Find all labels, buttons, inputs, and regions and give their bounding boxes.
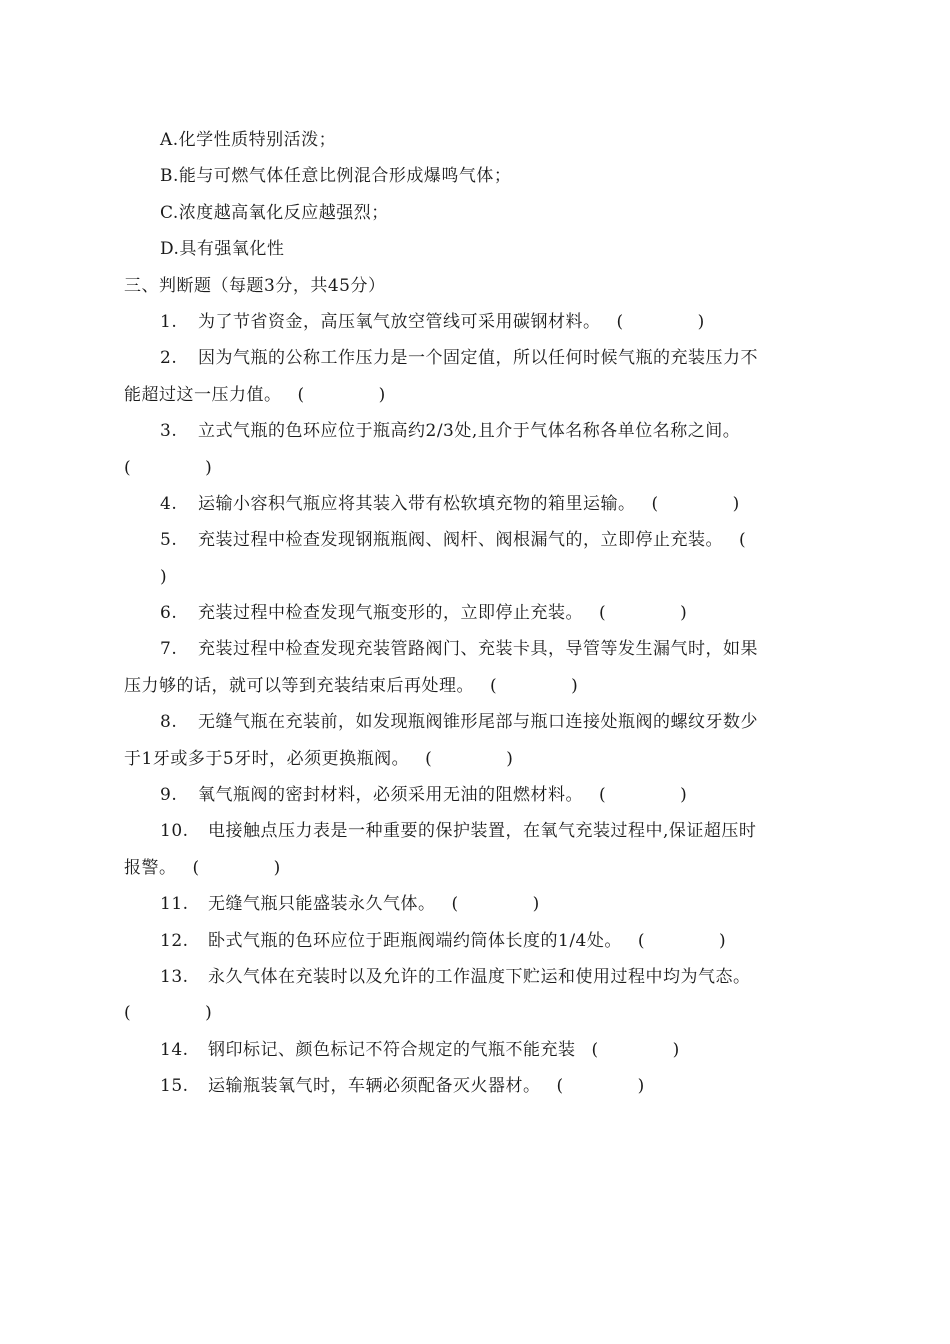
question-8	[124, 704, 832, 740]
answer-paren-close: )	[637, 1076, 645, 1097]
question-text: 报警。	[124, 857, 177, 878]
question-4	[124, 486, 832, 522]
question-number: 13.	[160, 966, 189, 987]
question-text: 立式气瓶的色环应位于瓶高约2/3处,且介于气体名称各单位名称之间。	[198, 421, 741, 442]
option-b: B.能与可燃气体任意比例混合形成爆鸣气体；	[160, 166, 512, 187]
answer-paren-open: (	[297, 384, 305, 405]
question-text: 充装过程中检查发现钢瓶瓶阀、阀杆、阀根漏气的，立即停止充装。	[198, 530, 723, 551]
answer-paren-open: (	[192, 857, 200, 878]
question-text: 充装过程中检查发现气瓶变形的，立即停止充装。	[198, 603, 583, 624]
question-3	[124, 413, 832, 449]
answer-paren-close: )	[732, 493, 740, 514]
question-text: 运输瓶装氧气时，车辆必须配备灭火器材。	[208, 1076, 541, 1097]
question-3-continued	[124, 450, 832, 486]
answer-paren-open: (	[556, 1076, 564, 1097]
answer-paren-close: )	[697, 311, 705, 332]
answer-paren-close: )	[719, 930, 727, 951]
section-title: 三、判断题（每题3分，共45分）	[124, 275, 386, 296]
answer-paren-open: (	[490, 675, 498, 696]
question-text: 于1牙或多于5牙时，必须更换瓶阀。	[124, 748, 410, 769]
question-text: 能超过这一压力值。	[124, 384, 282, 405]
question-14	[124, 1032, 832, 1068]
question-text: 压力够的话，就可以等到充装结束后再处理。	[124, 675, 474, 696]
question-text: 运输小容积气瓶应将其装入带有松软填充物的箱里运输。	[198, 493, 636, 514]
answer-paren-open: (	[425, 748, 433, 769]
answer-paren-open: (	[124, 1003, 132, 1024]
question-13	[124, 959, 832, 995]
answer-paren-close: )	[672, 1039, 680, 1060]
answer-paren-open: (	[124, 457, 132, 478]
question-text: 为了节省资金，高压氧气放空管线可采用碳钢材料。	[198, 311, 601, 332]
question-text: 电接触点压力表是一种重要的保护装置，在氧气充装过程中,保证超压时	[208, 821, 757, 842]
question-number: 10.	[160, 821, 189, 842]
question-number: 4.	[160, 493, 178, 514]
question-7-continued	[124, 668, 832, 704]
question-2-continued	[124, 377, 832, 413]
question-text: 卧式气瓶的色环应位于距瓶阀端约筒体长度的1/4处。	[208, 930, 622, 951]
question-2	[124, 340, 832, 376]
question-number: 8.	[160, 712, 178, 733]
answer-paren-open: (	[451, 894, 459, 915]
question-5-continued	[124, 559, 832, 595]
question-9	[124, 777, 832, 813]
answer-paren-open: (	[591, 1039, 599, 1060]
answer-paren-close: )	[378, 384, 386, 405]
answer-paren-open: (	[616, 311, 624, 332]
question-number: 6.	[160, 603, 178, 624]
answer-paren-open: (	[637, 930, 645, 951]
question-text: 无缝气瓶在充装前，如发现瓶阀锥形尾部与瓶口连接处瓶阀的螺纹牙数少	[198, 712, 758, 733]
question-1	[124, 304, 832, 340]
question-10	[124, 813, 832, 849]
question-text: 因为气瓶的公称工作压力是一个固定值，所以任何时候气瓶的充装压力不	[198, 348, 758, 369]
answer-paren-open: (	[651, 493, 659, 514]
question-number: 11.	[160, 894, 189, 915]
question-text: 永久气体在充装时以及允许的工作温度下贮运和使用过程中均为气态。	[208, 966, 751, 987]
answer-paren-close: )	[506, 748, 514, 769]
question-13-continued	[124, 995, 832, 1031]
answer-paren-close: )	[205, 1003, 213, 1024]
option-c: C.浓度越高氧化反应越强烈；	[160, 202, 389, 223]
question-number: 1.	[160, 311, 178, 332]
question-number: 2.	[160, 348, 178, 369]
answer-paren-open: (	[599, 603, 607, 624]
answer-paren-close: )	[160, 566, 168, 587]
option-a: A.化学性质特别活泼；	[160, 130, 337, 150]
answer-paren-close: )	[571, 675, 579, 696]
question-number: 15.	[160, 1076, 189, 1097]
question-8-continued	[124, 741, 832, 777]
question-number: 5.	[160, 530, 178, 551]
question-text: 氧气瓶阀的密封材料，必须采用无油的阻燃材料。	[198, 785, 583, 806]
question-number: 9.	[160, 785, 178, 806]
question-number: 3.	[160, 421, 178, 442]
question-15	[124, 1068, 832, 1104]
question-7	[124, 631, 832, 667]
question-text: 充装过程中检查发现充装管路阀门、充装卡具，导管等发生漏气时，如果	[198, 639, 758, 660]
question-number: 7.	[160, 639, 178, 660]
answer-paren-open: (	[599, 785, 607, 806]
question-5	[124, 522, 832, 558]
question-number: 12.	[160, 930, 189, 951]
question-12	[124, 923, 832, 959]
answer-paren-open: (	[739, 530, 747, 551]
answer-paren-close: )	[532, 894, 540, 915]
question-number: 14.	[160, 1039, 189, 1060]
answer-paren-close: )	[680, 603, 688, 624]
option-d: D.具有强氧化性	[160, 239, 285, 260]
question-6	[124, 595, 832, 631]
question-11	[124, 886, 832, 922]
answer-paren-close: )	[273, 857, 281, 878]
question-text: 无缝气瓶只能盛装永久气体。	[208, 894, 436, 915]
answer-paren-close: )	[205, 457, 213, 478]
question-text: 钢印标记、颜色标记不符合规定的气瓶不能充装	[208, 1039, 576, 1060]
answer-paren-close: )	[680, 785, 688, 806]
question-10-continued	[124, 850, 832, 886]
